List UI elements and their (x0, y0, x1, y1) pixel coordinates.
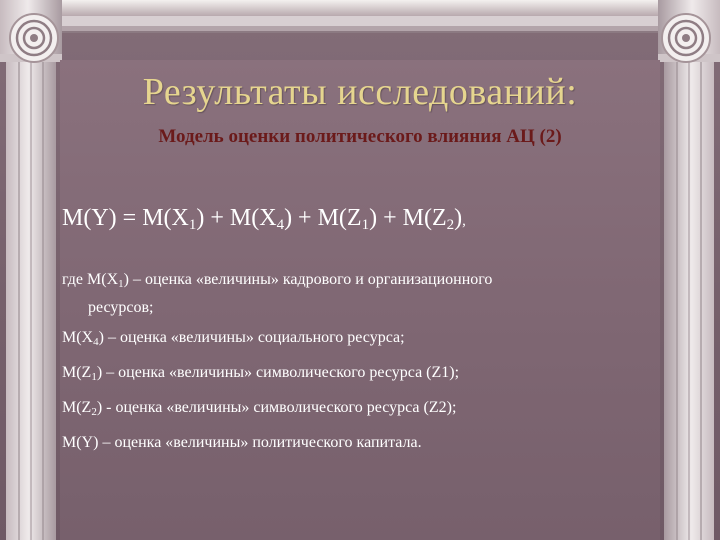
definition-y: M(Y) – оценка «величины» политического капитала. (62, 434, 422, 451)
formula-tail: , (462, 213, 466, 229)
definition-subscript: 4 (93, 336, 99, 348)
definition-subscript: 2 (91, 406, 97, 418)
formula-subscript: 2 (446, 217, 455, 233)
formula-part: ) + M(Z (284, 205, 362, 231)
slide-title: Результаты исследований: (142, 71, 578, 113)
definition-text: ) - оценка «величины» символического ресурса (Z2); (96, 399, 457, 416)
definition-text: ) – оценка «величины» социального ресурса; (98, 329, 405, 346)
definition-subscript: 1 (91, 371, 97, 383)
definition-text: где M(X (62, 271, 119, 288)
formula-part: ) + M(Z (369, 205, 447, 231)
definition-x1-continuation: ресурсов; (88, 299, 154, 316)
formula-subscript: 1 (361, 217, 370, 233)
definition-x4 (62, 326, 682, 354)
left-volute-icon (10, 14, 58, 62)
definition-z2 (62, 396, 682, 424)
formula-subscript: 4 (276, 217, 285, 233)
formula-subscript: 1 (188, 217, 197, 233)
definition-x1 (62, 268, 682, 296)
definition-z1 (62, 361, 682, 389)
slide-subtitle: Модель оценки политического влияния АЦ (2) (158, 126, 562, 147)
definition-text: M(Z (62, 364, 92, 381)
formula-part: ) + M(X (196, 205, 277, 231)
formula-part: M(Y) = M(X (62, 205, 189, 231)
definitions-list (62, 268, 682, 454)
right-volute-icon (662, 14, 710, 62)
definition-text: M(Z (62, 399, 92, 416)
definition-subscript: 1 (118, 278, 124, 290)
definition-text: ) – оценка «величины» кадрового и организационного (123, 271, 493, 288)
top-beam (0, 0, 720, 16)
formula-part: ) (454, 205, 463, 231)
definition-text: ) – оценка «величины» символического ресурса (Z1); (96, 364, 460, 381)
definition-text: M(X (62, 329, 94, 346)
model-formula (62, 205, 672, 234)
